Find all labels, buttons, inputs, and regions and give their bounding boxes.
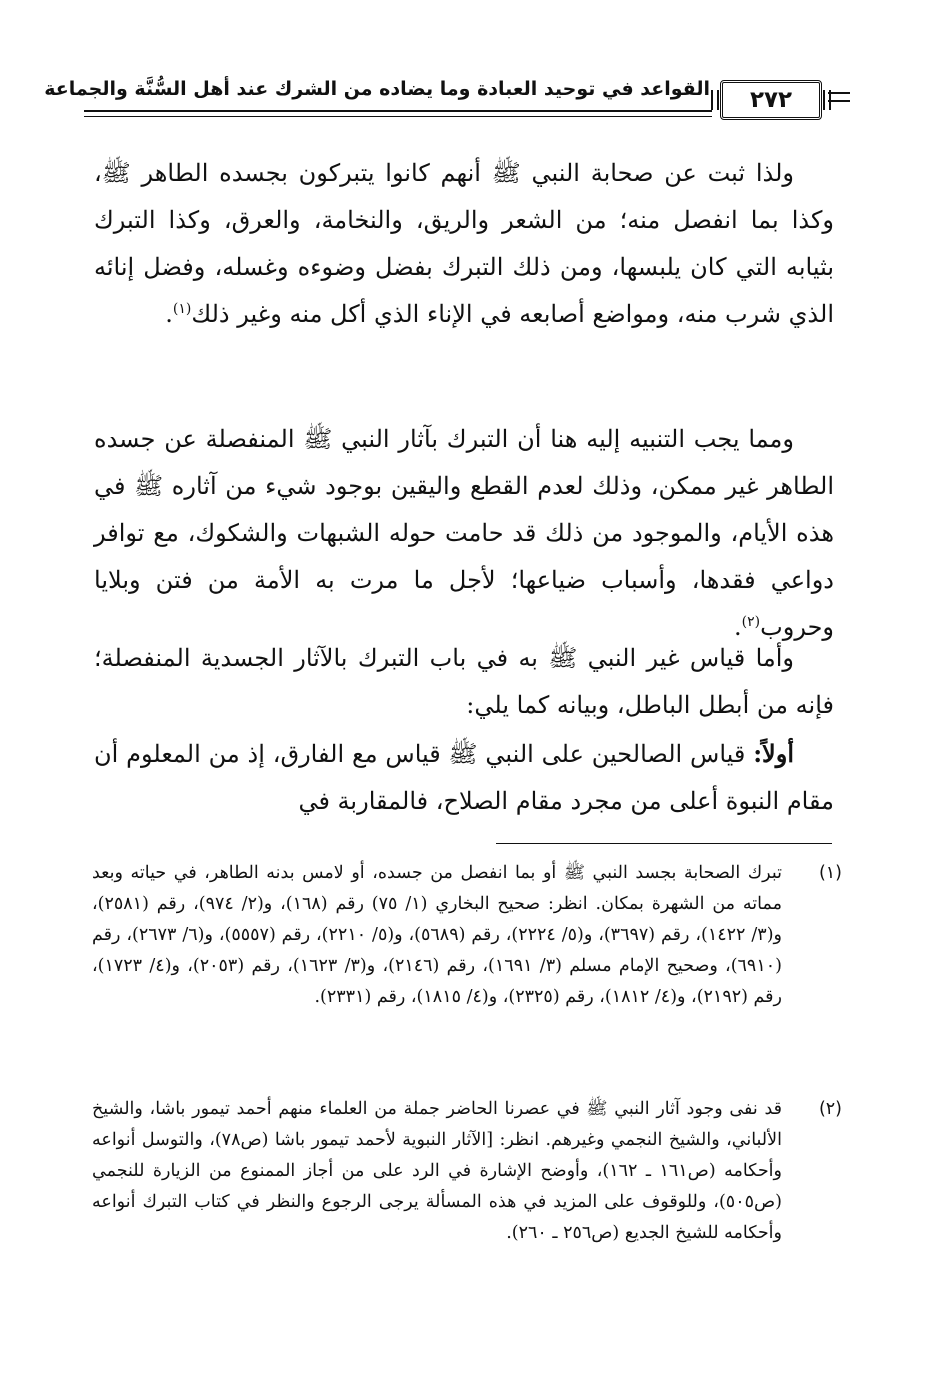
paragraph-2 — [94, 416, 834, 651]
header-ornament — [828, 92, 850, 102]
footnote-separator — [496, 843, 832, 844]
paragraph-3 — [94, 635, 834, 729]
header-rule — [84, 110, 712, 112]
footnote-text: قد نفى وجود آثار النبي ﷺ في عصرنا الحاضر جملة من العلماء منهم أحمد تيمور باشا، والشيخ الألباني، والشيخ النجمي وغيرهم. انظر: [الآثار النبوية لأحمد تيمور باشا (ص٧٨)، والتوسل أنواعه وأحكامه (ص١٦١ ـ ١٦٢)، وأوضح الإشارة في الرد على من أجاز الممنوع من الزيارة للنجمي (ص٥٠٥)، وللوقوف على المزيد في هذه المسألة يرجى الرجوع والنظر في كتاب التبرك أنواعه وأحكامه للشيخ الجديع (ص٢٥٦ ـ ٢٦٠). — [92, 1099, 782, 1243]
paragraph-4 — [94, 730, 834, 825]
footnote-ref-2[interactable]: (٢) — [741, 614, 761, 630]
paragraph-1-end: . — [165, 300, 173, 328]
running-header — [44, 74, 850, 134]
point-lead: أولاً: — [753, 739, 794, 768]
paragraph-2-end: . — [734, 613, 742, 641]
footnote-number: (٢) — [818, 1099, 842, 1119]
paragraph-1-text: ولذا ثبت عن صحابة النبي ﷺ أنهم كانوا يتبركون بجسده الطاهر ﷺ، وكذا بما انفصل منه؛ من الشعر والريق، والنخامة، والعرق، وكذا التبرك بثيابه التي كان يلبسها، ومن ذلك التبرك بفضل وضوءه وغسله، وفضل إنائه الذي شرب منه، ومواضع أصابعه في الإناء الذي أكل منه وغير ذلك — [94, 159, 834, 328]
paragraph-2-text: ومما يجب التنبيه إليه هنا أن التبرك بآثار النبي ﷺ المنفصلة عن جسده الطاهر غير ممكن، وذلك لعدم القطع واليقين بوجود شيء من آثاره ﷺ في هذه الأيام، والموجود من ذلك قد حامت حوله الشبهات والشكوك، مع توافر دواعي فقدها، وأسباب ضياعها؛ لأجل ما مرت به الأمة من فتن وبلايا وحروب — [94, 425, 834, 641]
header-rule-thin — [84, 116, 712, 117]
footnote-text: تبرك الصحابة بجسد النبي ﷺ أو بما انفصل من جسده، أو لامس بدنه الطاهر، في حياته وبعد مماته من الشهرة بمكان. انظر: صحيح البخاري (١/ ٧٥) رقم (١٦٨)، و(٢/ ٩٧٤)، رقم (٢٥٨١)، و(٣/ ١٤٢٢)، رقم (٣٦٩٧)، و(٥/ ٢٢٢٤)، رقم (٥٦٨٩)، و(٥/ ٢٢١٠)، رقم (٥٥٥٧)، و(٦/ ٢٦٧٣)، رقم (٦٩١٠)، وصحيح الإمام مسلم (٣/ ١٦٩١)، رقم (٢١٤٦)، و(٣/ ١٦٢٣)، رقم (٢٠٥٣)، و(٤/ ١٧٢٣)، رقم (٢١٩٢)، و(٤/ ١٨١٢)، رقم (٢٣٢٥)، و(٤/ ١٨١٥)، رقم (٢٣٣١). — [92, 863, 782, 1007]
paragraph-3-text: وأما قياس غير النبي ﷺ به في باب التبرك بالآثار الجسدية المنفصلة؛ فإنه من أبطل الباطل، وبيانه كما يلي: — [94, 644, 834, 719]
page-number: ٢٧٢ — [720, 80, 822, 120]
paragraph-1 — [94, 150, 834, 338]
footnote-ref-1[interactable]: (١) — [172, 301, 192, 317]
footnote-number: (١) — [818, 863, 842, 883]
paragraph-4-text: قياس الصالحين على النبي ﷺ قياس مع الفارق، إذ من المعلوم أن مقام النبوة أعلى من مجرد مقام الصلاح، فالمقاربة في — [94, 740, 834, 815]
footnote-1 — [92, 858, 842, 1013]
running-title: القواعد في توحيد العبادة وما يضاده من الشرك عند أهل السُّنَّة والجماعة — [44, 78, 710, 100]
footnote-2 — [92, 1094, 842, 1249]
